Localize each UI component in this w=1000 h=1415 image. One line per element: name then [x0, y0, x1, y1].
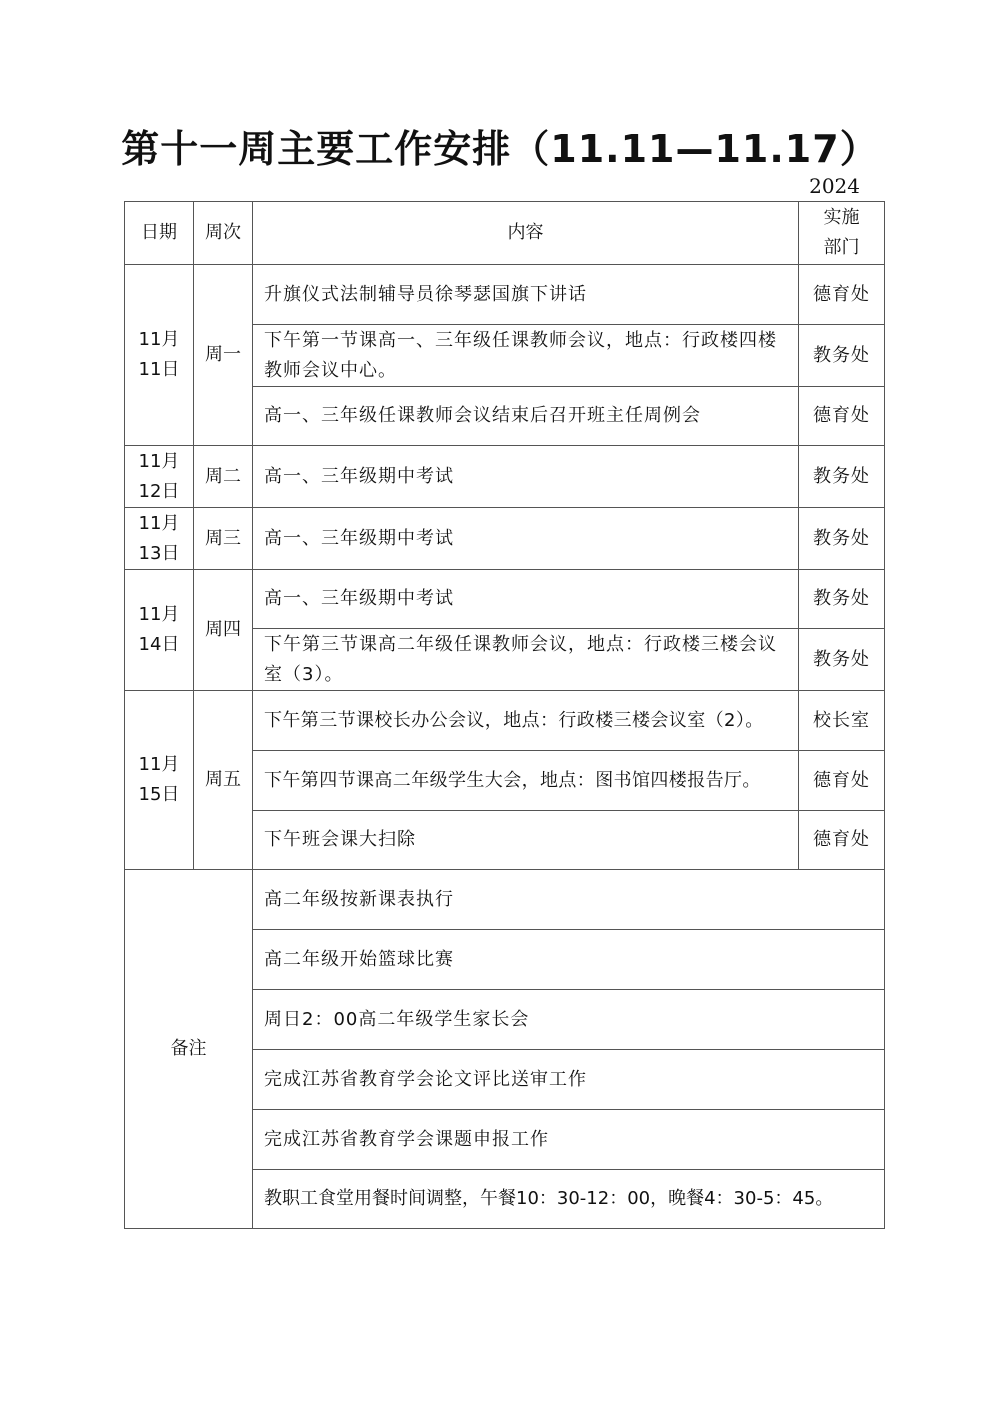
- dept-cell: 德育处: [799, 265, 885, 325]
- date-month: 11月: [138, 754, 180, 775]
- date-cell: [125, 570, 194, 691]
- date-day: 13日: [138, 542, 180, 564]
- dept-cell: 教务处: [799, 325, 885, 387]
- weekday-cell: 周五: [194, 691, 253, 870]
- content-cell: 下午第四节课高二年级学生大会，地点：图书馆四楼报告厅。: [253, 751, 799, 811]
- schedule-table: [124, 201, 885, 1229]
- dept-cell: 校长室: [799, 691, 885, 751]
- content-cell: 下午第三节课校长办公会议，地点：行政楼三楼会议室（2）。: [253, 691, 799, 751]
- content-cell: 下午第一节课高一、三年级任课教师会议，地点：行政楼四楼教师会议中心。: [253, 325, 799, 387]
- date-day: 14日: [138, 634, 180, 655]
- notes-label: 备注: [125, 870, 253, 1229]
- weekday-cell: 周一: [194, 265, 253, 446]
- dept-cell: 德育处: [799, 751, 885, 811]
- header-dept: [799, 202, 885, 265]
- date-month: 11月: [138, 329, 180, 350]
- header-row: [125, 202, 885, 265]
- date-cell: [125, 691, 194, 870]
- content-cell: 高一、三年级任课教师会议结束后召开班主任周例会: [253, 387, 799, 446]
- note-item: 高二年级按新课表执行: [253, 870, 885, 930]
- header-dept-line1: 实施: [823, 207, 860, 228]
- table-row: [125, 691, 885, 751]
- page-title: 第十一周主要工作安排（11.11—11.17）: [121, 127, 879, 171]
- dept-cell: 教务处: [799, 446, 885, 508]
- table-row: [125, 570, 885, 629]
- notes-row: [125, 870, 885, 930]
- date-cell: [125, 508, 194, 570]
- table-row: [125, 508, 885, 570]
- header-date: 日期: [125, 202, 194, 265]
- header-weekday: 周次: [194, 202, 253, 265]
- content-cell: 高一、三年级期中考试: [253, 446, 799, 508]
- header-dept-line2: 部门: [823, 237, 860, 258]
- year-label: 2024: [809, 174, 860, 198]
- dept-cell: 德育处: [799, 387, 885, 446]
- dept-cell: 德育处: [799, 811, 885, 870]
- weekday-cell: 周四: [194, 570, 253, 691]
- weekday-cell: 周三: [194, 508, 253, 570]
- note-item: 完成江苏省教育学会论文评比送审工作: [253, 1050, 885, 1110]
- dept-cell: 教务处: [799, 629, 885, 691]
- content-cell: 高一、三年级期中考试: [253, 508, 799, 570]
- header-content: 内容: [253, 202, 799, 265]
- note-item: 教职工食堂用餐时间调整，午餐10：30-12：00，晚餐4：30-5：45。: [253, 1170, 885, 1229]
- content-cell: 下午第三节课高二年级任课教师会议，地点：行政楼三楼会议室（3）。: [253, 629, 799, 691]
- note-item: 周日2：00高二年级学生家长会: [253, 990, 885, 1050]
- table-row: [125, 265, 885, 325]
- date-month: 11月: [138, 450, 180, 472]
- dept-cell: 教务处: [799, 570, 885, 629]
- content-cell: 高一、三年级期中考试: [253, 570, 799, 629]
- date-day: 11日: [138, 359, 180, 380]
- weekday-cell: 周二: [194, 446, 253, 508]
- date-cell: [125, 265, 194, 446]
- note-item: 高二年级开始篮球比赛: [253, 930, 885, 990]
- table-row: [125, 446, 885, 508]
- date-cell: [125, 446, 194, 508]
- date-day: 12日: [138, 480, 180, 502]
- dept-cell: 教务处: [799, 508, 885, 570]
- content-cell: 下午班会课大扫除: [253, 811, 799, 870]
- date-month: 11月: [138, 512, 180, 534]
- date-month: 11月: [138, 604, 180, 625]
- note-item: 完成江苏省教育学会课题申报工作: [253, 1110, 885, 1170]
- date-day: 15日: [138, 784, 180, 805]
- content-cell: 升旗仪式法制辅导员徐琴瑟国旗下讲话: [253, 265, 799, 325]
